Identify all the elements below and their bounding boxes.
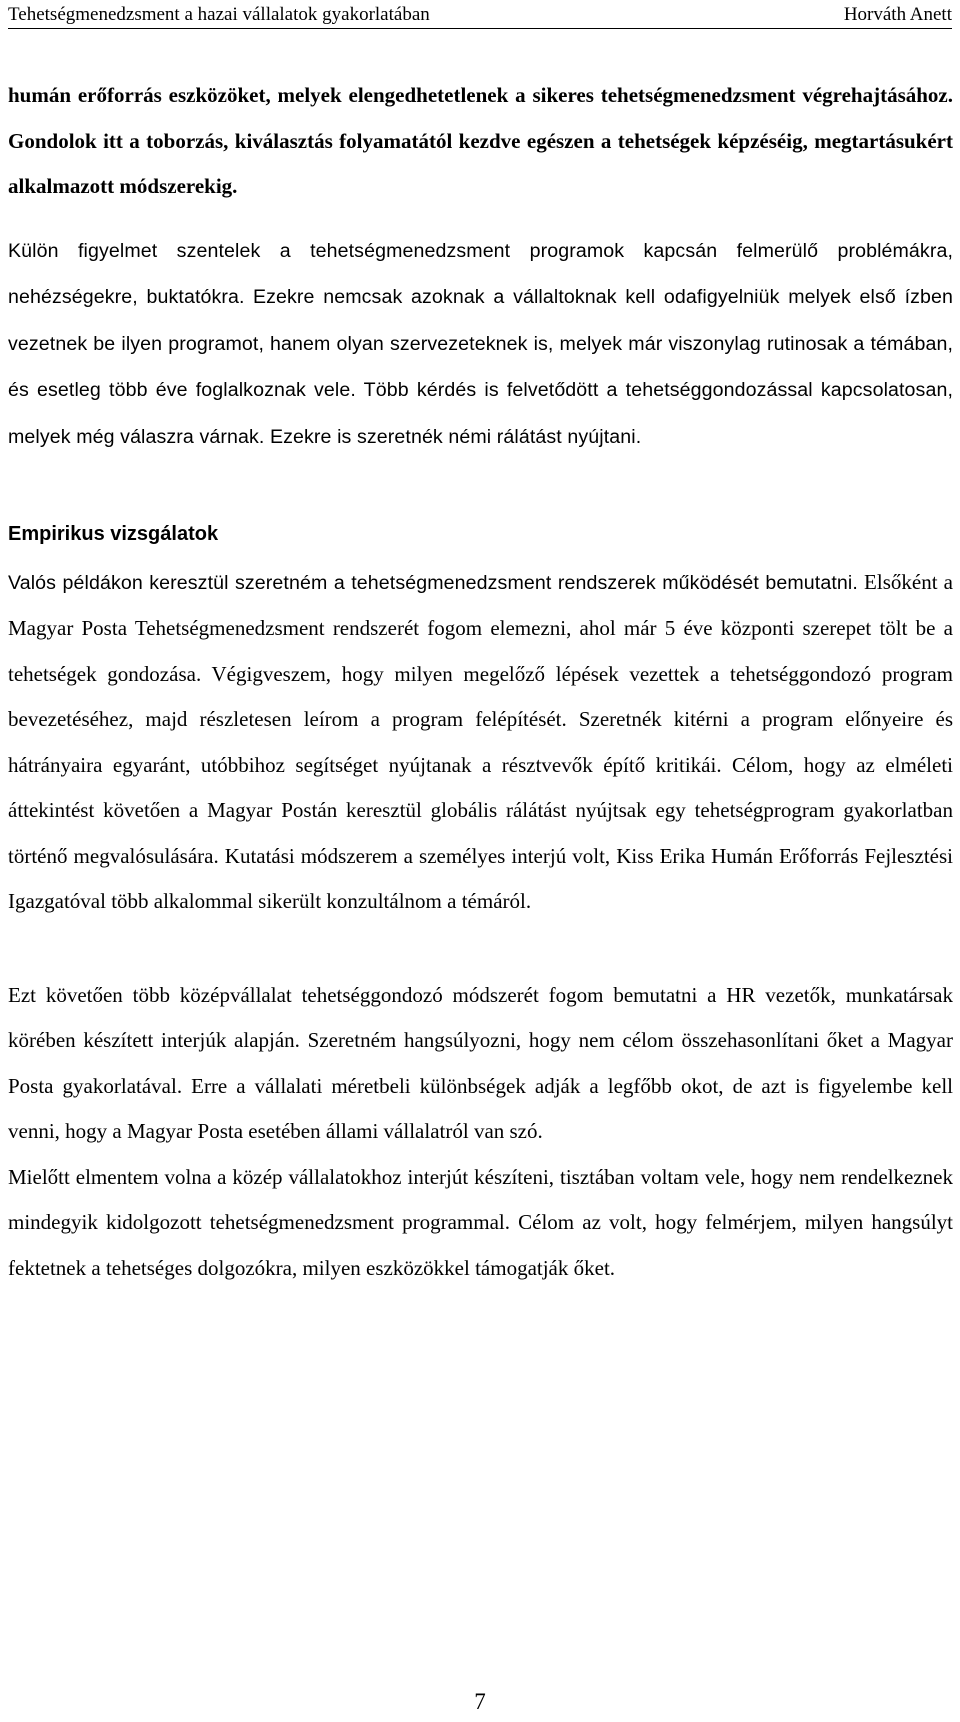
body-text xyxy=(8,73,953,1291)
paragraph-problems-lead: Külön figyelmet szentelek a tehetségmenedzsment programok kapcsán felmerülő problémákra, nehézségekre, buktatókra. xyxy=(8,239,953,308)
header-title: Tehetségmenedzsment a hazai vállalatok gyakorlatában xyxy=(8,4,430,25)
paragraph-posta xyxy=(8,560,953,925)
paragraph-interviews: Mielőtt elmentem volna a közép vállalatokhoz interjút készíteni, tisztában voltam vele, hogy nem rendelkeznek mindegyik kidolgozott tehetségmenedzsment programmal. Célom az volt, hogy felmérjem, milyen hangsúlyt fektetnek a tehetséges dolgozókra, milyen eszközökkel támogatják őket. xyxy=(8,1164,953,1280)
paragraph-posta-rest: Elsőként a Magyar Posta Tehetségmenedzsment rendszerét fogom elemezni, ahol már 5 éve központi szerepet tölt be a tehetségek gondozása. Végigveszem, hogy milyen megelőző lépések vezettek a tehetséggondozó program bevezetéséhez, majd részletesen leírom a program felépítését. Szeretnék kitérni a program előnyeire és hátrányaira egyaránt, utóbbihoz segítséget nyújtanak a résztvevők építő kritikái. Célom, hogy az elméleti áttekintést követően a Magyar Postán keresztül globális rálátást nyújtsak egy tehetségprogram gyakorlatban történő megvalósulására. Kutatási módszerem a személyes interjú volt, Kiss Erika Humán Erőforrás Fejlesztési Igazgatóval több alkalommal sikerült konzultálnom a témáról. xyxy=(8,569,954,913)
paragraph-intro: humán erőforrás eszközöket, melyek elengedhetetlenek a sikeres tehetségmenedzsment végrehajtásához. Gondolok itt a toborzás, kiválasztás folyamatától kezdve egészen a tehetségek képzéséig, megtartásukért alkalmazott módszerekig. xyxy=(8,83,953,198)
running-header xyxy=(8,0,952,29)
paragraph-posta-lead: Valós példákon keresztül szeretném a tehetségmenedzsment rendszerek működését bemutatni. xyxy=(8,571,858,594)
page-number: 7 xyxy=(474,1689,486,1714)
header-author: Horváth Anett xyxy=(843,4,952,25)
paragraph-problems xyxy=(8,228,953,461)
paragraph-midsize: Ezt követően több középvállalat tehetséggondozó módszerét fogom bemutatni a HR vezetők, munkatársak körében készített interjúk alapján. Szeretném hangsúlyozni, hogy nem célom összehasonlítani őket a Magyar Posta gyakorlatával. Erre a vállalati méretbeli különbségek adják a legfőbb okot, de azt is figyelembe kell venni, hogy a Magyar Posta esetében állami vállalatról van szó. xyxy=(8,982,953,1143)
paragraph-problems-rest: Ezekre nemcsak azoknak a vállaltoknak kell odafigyelniük melyek első ízben vezetnek be ilyen programot, hanem olyan szervezeteknek is, melyek már viszonylag rutinosak a témában, és esetleg több éve foglalkoznak vele. Több kérdés is felvetődött a tehetséggondozással kapcsolatosan, melyek még válaszra várnak. Ezekre is szeretnék némi rálátást nyújtani. xyxy=(8,286,954,448)
section-heading: Empirikus vizsgálatok xyxy=(8,523,219,545)
